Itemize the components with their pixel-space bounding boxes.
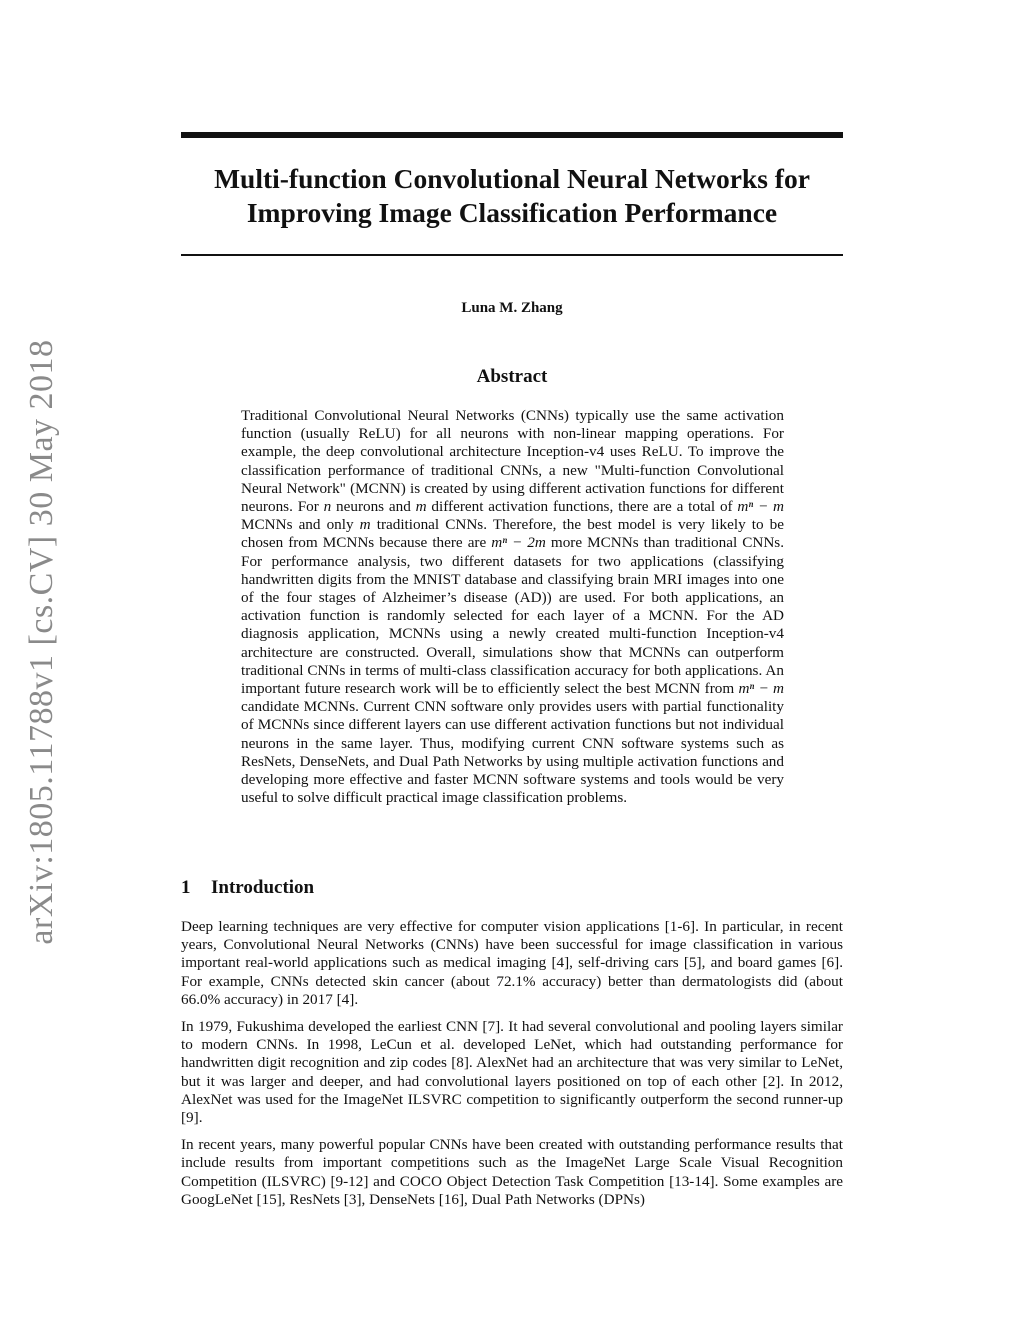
math-n: n — [323, 498, 332, 516]
introduction-body — [181, 918, 843, 1218]
section-heading-introduction — [181, 877, 843, 899]
math-mn-minus-2m: mⁿ − 2m — [491, 534, 546, 552]
author-name: Luna M. Zhang — [461, 300, 563, 316]
title-line-2: Improving Image Classification Performance — [246, 197, 778, 228]
title-line-1: Multi-function Convolutional Neural Networks for — [214, 163, 810, 194]
intro-paragraph-3: In recent years, many powerful popular CNNs have been created with outstanding performance results that include results from important competitions such as the ImageNet Large Scale Visual Recognition Competition (ILSVRC) [9-12] and COCO Object Detection Task Competition [13-14]. Some examples are GoogLeNet [15], ResNets [3], DenseNets [16], Dual Path Networks (DPNs) — [181, 1136, 843, 1208]
abstract-text-part: different activation functions, there are a total of — [426, 498, 738, 516]
intro-paragraph-1: Deep learning techniques are very effective for computer vision applications [1-6]. In particular, in recent years, Convolutional Neural Networks (CNNs) have been successful for image classification in various important real-world applications such as medical imaging [4], self-driving cars [5], and board games [6]. For example, CNNs detected skin cancer (about 72.1% accuracy) better than dermatologists did (about 66.0% accuracy) in 2017 [4]. — [181, 918, 843, 1008]
arxiv-identifier-stamp: arXiv:1805.11788v1 [cs.CV] 30 May 2018 — [23, 339, 60, 945]
abstract-text-part: traditional CNNs. Therefore, the best model is very likely to be chosen from MCNNs because there are — [241, 516, 784, 552]
abstract-text-part: MCNNs and only — [241, 516, 360, 534]
abstract-text-part: candidate MCNNs. Current CNN software only provides users with partial functionality of MCNNs since different layers can use different activation functions but not individual neurons in the same layer. Thus, modifying current CNN software systems such as ResNets, DenseNets, and Dual Path Networks by using multiple activation functions and developing more effective and faster MCNN software systems and tools would be very useful to solve difficult practical image classification problems. — [241, 698, 784, 807]
math-m: m — [359, 516, 371, 534]
math-mn-minus-m: mⁿ − m — [738, 680, 784, 698]
intro-paragraph-2: In 1979, Fukushima developed the earliest CNN [7]. It had several convolutional and pooling layers similar to modern CNNs. In 1998, LeCun et al. developed LeNet, which had outstanding performance for handwritten digit recognition and zip codes [8]. AlexNet had an architecture that was very similar to LeNet, but it was larger and deeper, and had convolutional layers positioned on top of each other [2]. In 2012, AlexNet was used for the ImageNet ILSVRC competition to significantly outperform the second runner-up [9]. — [181, 1018, 843, 1127]
abstract-text-part: Traditional Convolutional Neural Networks (CNNs) typically use the same activation function (usually ReLU) for all neurons with non-linear mapping operations. For example, the deep convolutional architecture Inception-v4 uses ReLU. To improve the classification performance of traditional CNNs, a new "Multi-function Convolutional Neural Network" (MCNN) is created by using different activation functions for different neurons. For — [241, 407, 784, 516]
paper-title — [181, 162, 843, 230]
abstract-text — [241, 407, 784, 807]
title-bottom-rule — [181, 254, 843, 256]
math-mn-minus-m: mⁿ − m — [737, 498, 785, 516]
abstract-text-part: more MCNNs than traditional CNNs. For performance analysis, two different datasets for two applications (classifying handwritten digits from the MNIST database and classifying brain MRI images into one of the four stages of Alzheimer’s disease (AD)) are used. For both applications, an activation function is randomly selected for each layer of a MCNN. For the AD diagnosis application, MCNNs using a newly created multi-function Inception-v4 architecture are constructed. Overall, simulations show that MCNNs can outperform traditional CNNs in terms of multi-class classification accuracy for both applications. An important future research work will be to efficiently select the best MCNN from — [241, 534, 785, 698]
abstract-heading: Abstract — [476, 366, 548, 387]
abstract-text-part: neurons and — [331, 498, 416, 516]
title-top-rule — [181, 132, 843, 138]
section-title: Introduction — [211, 877, 315, 898]
section-number: 1 — [181, 877, 191, 898]
math-m: m — [415, 498, 427, 516]
